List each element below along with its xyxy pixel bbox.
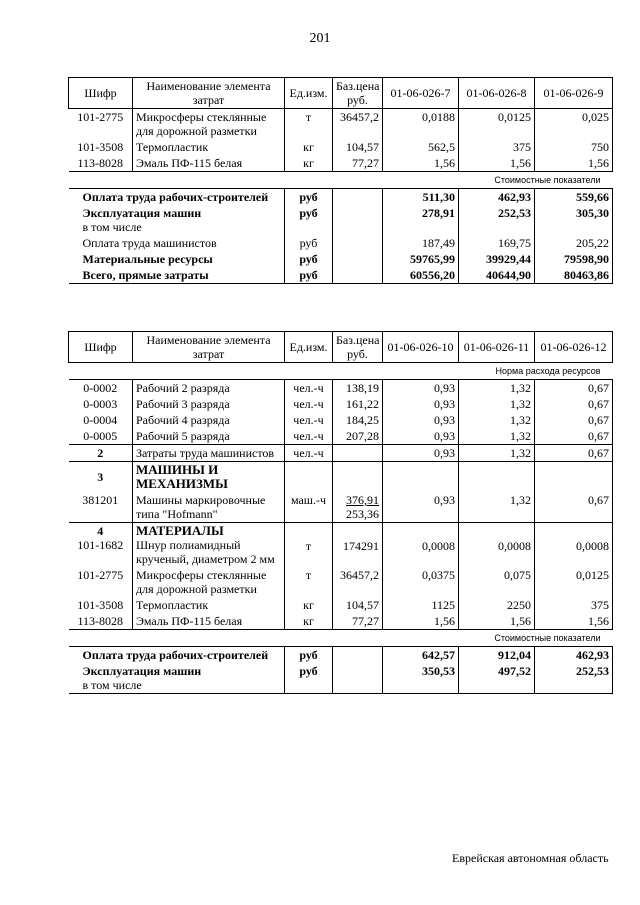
- value-cell: 0,025: [535, 109, 613, 140]
- cost-row: [69, 189, 613, 206]
- header-unit: Ед.изм.: [285, 78, 333, 109]
- value-cell: 2250: [459, 597, 535, 613]
- value-cell: 1,32: [459, 428, 535, 445]
- name-cell: Микросферы стеклянные для дорожной разметки: [133, 109, 285, 140]
- table-row: [69, 597, 613, 613]
- value-cell: [535, 462, 613, 493]
- price-cell: [333, 647, 383, 664]
- unit-cell: чел.-ч: [285, 412, 333, 428]
- value-cell: 60556,20: [383, 267, 459, 283]
- unit-cell: т: [285, 523, 333, 568]
- unit-cell: чел.-ч: [285, 445, 333, 462]
- unit-cell: чел.-ч: [285, 396, 333, 412]
- value-cell: 0,0008: [383, 523, 459, 568]
- name-cell: Затраты труда машинистов: [133, 445, 285, 462]
- header-col-3: 01-06-026-9: [535, 78, 613, 109]
- value-cell: 511,30: [383, 189, 459, 206]
- unit-cell: [285, 462, 333, 493]
- price-cell: 77,27: [333, 613, 383, 630]
- value-cell: 0,93: [383, 492, 459, 523]
- unit-cell: маш.-ч: [285, 492, 333, 523]
- price-cell: 77,27: [333, 155, 383, 172]
- header-col-2: 01-06-026-11: [459, 332, 535, 363]
- name-cell: Рабочий 3 разряда: [133, 396, 285, 412]
- cost-subtitle: в том числе: [82, 220, 142, 234]
- value-cell: 205,22: [535, 235, 613, 251]
- price-cell: [333, 267, 383, 283]
- cost-name-cell: [69, 251, 285, 267]
- value-cell: 0,93: [383, 380, 459, 397]
- table-row: [69, 109, 613, 140]
- header-code: Шифр: [69, 78, 133, 109]
- section-heading: МАТЕРИАЛЫ: [136, 523, 224, 538]
- unit-cell: руб: [285, 251, 333, 267]
- price-cell: [333, 445, 383, 462]
- value-cell: 0,0008: [459, 523, 535, 568]
- value-cell: 80463,86: [535, 267, 613, 283]
- value-cell: 375: [535, 597, 613, 613]
- value-cell: 350,53: [383, 663, 459, 693]
- value-cell: 559,66: [535, 189, 613, 206]
- unit-cell: руб: [285, 663, 333, 693]
- unit-cell: кг: [285, 597, 333, 613]
- unit-cell: руб: [285, 205, 333, 235]
- cost-subtitle: в том числе: [82, 678, 142, 692]
- resource-table-1: [68, 77, 613, 284]
- table-row: [69, 139, 613, 155]
- value-cell: 1,56: [535, 155, 613, 172]
- unit-cell: кг: [285, 155, 333, 172]
- code-cell: 101-3508: [77, 140, 124, 154]
- code-cell: 0-0002: [83, 381, 118, 395]
- value-cell: 562,5: [383, 139, 459, 155]
- value-cell: 40644,90: [459, 267, 535, 283]
- table-row: [69, 155, 613, 172]
- materials-heading-row: [69, 523, 613, 568]
- cost-name: Эксплуатация машин: [82, 206, 202, 220]
- code-cell: 2: [69, 445, 133, 462]
- value-cell: 1,32: [459, 492, 535, 523]
- value-cell: 0,0125: [535, 567, 613, 597]
- value-cell: 1,56: [383, 613, 459, 630]
- footer-region: Еврейская автономная область: [452, 851, 609, 865]
- code-cell: [69, 523, 133, 568]
- value-cell: [383, 462, 459, 493]
- table-row: [69, 396, 613, 412]
- value-cell: 1,56: [459, 613, 535, 630]
- table-row: [69, 567, 613, 597]
- table-row: [69, 613, 613, 630]
- price-main: 376,91: [346, 493, 379, 507]
- cost-row: [69, 663, 613, 693]
- price-cell: [333, 205, 383, 235]
- cost-row: [69, 235, 613, 251]
- table-row: [69, 412, 613, 428]
- cost-name-cell: [69, 663, 285, 693]
- header-name: Наименование элемента затрат: [133, 332, 285, 363]
- cost-name: Оплата труда машинистов: [82, 236, 217, 250]
- value-cell: 59765,99: [383, 251, 459, 267]
- unit-cell: т: [285, 109, 333, 140]
- unit-cell: руб: [285, 647, 333, 664]
- header-col-1: 01-06-026-10: [383, 332, 459, 363]
- name-cell: Термопластик: [133, 139, 285, 155]
- section-heading: МАШИНЫ И МЕХАНИЗМЫ: [133, 462, 285, 493]
- value-cell: 39929,44: [459, 251, 535, 267]
- table-header: [69, 332, 613, 363]
- value-cell: 0,0375: [383, 567, 459, 597]
- value-cell: 1,56: [383, 155, 459, 172]
- name-cell: Машины маркировочные типа "Hofmann": [133, 492, 285, 523]
- price-cell: [333, 462, 383, 493]
- section-row: [69, 363, 613, 380]
- unit-cell: т: [285, 567, 333, 597]
- name-cell: Эмаль ПФ-115 белая: [133, 155, 285, 172]
- header-col-1: 01-06-026-7: [383, 78, 459, 109]
- price-cell: 161,22: [333, 396, 383, 412]
- section-label: Стоимостные показатели: [69, 630, 613, 647]
- name-cell: Рабочий 4 разряда: [133, 412, 285, 428]
- name-cell: Рабочий 5 разряда: [133, 428, 285, 445]
- value-cell: 0,67: [535, 428, 613, 445]
- cost-name-cell: [69, 267, 285, 283]
- row-code: 101-1682: [77, 538, 124, 552]
- header-price: Баз.цена руб.: [333, 332, 383, 363]
- name-cell: Микросферы стеклянные для дорожной разметки: [133, 567, 285, 597]
- unit-cell: чел.-ч: [285, 380, 333, 397]
- value-cell: 0,67: [535, 445, 613, 462]
- name-cell: Термопластик: [133, 597, 285, 613]
- value-cell: [459, 462, 535, 493]
- cost-name: Оплата труда рабочих-строителей: [82, 648, 269, 662]
- page-number: 201: [309, 31, 331, 46]
- cost-name-cell: [69, 205, 285, 235]
- value-cell: 0,93: [383, 445, 459, 462]
- section-label: Норма расхода ресурсов: [69, 363, 613, 380]
- value-cell: 750: [535, 139, 613, 155]
- unit-cell: кг: [285, 613, 333, 630]
- price-cell: 36457,2: [333, 567, 383, 597]
- price-cell: 174291: [333, 523, 383, 568]
- unit-cell: руб: [285, 235, 333, 251]
- section-row: [69, 630, 613, 647]
- code-cell: 101-3508: [77, 598, 124, 612]
- cost-name-cell: [69, 647, 285, 664]
- value-cell: 0,93: [383, 396, 459, 412]
- code-cell: 0-0004: [83, 413, 118, 427]
- price-cell: [333, 251, 383, 267]
- name-cell: [133, 523, 285, 568]
- unit-cell: чел.-ч: [285, 428, 333, 445]
- value-cell: 0,075: [459, 567, 535, 597]
- price-alt: 253,36: [346, 507, 379, 521]
- value-cell: 1,32: [459, 380, 535, 397]
- cost-name-cell: [69, 235, 285, 251]
- header-col-3: 01-06-026-12: [535, 332, 613, 363]
- value-cell: 375: [459, 139, 535, 155]
- price-cell: 138,19: [333, 380, 383, 397]
- price-cell: [333, 663, 383, 693]
- code-cell: 3: [69, 462, 133, 493]
- code-cell: 113-8028: [77, 614, 124, 628]
- price-cell: [333, 492, 383, 523]
- value-cell: 462,93: [459, 189, 535, 206]
- value-cell: 0,67: [535, 492, 613, 523]
- unit-cell: руб: [285, 267, 333, 283]
- price-cell: [333, 235, 383, 251]
- value-cell: 912,04: [459, 647, 535, 664]
- section-label: Стоимостные показатели: [69, 172, 613, 189]
- price-cell: 207,28: [333, 428, 383, 445]
- price-cell: 184,25: [333, 412, 383, 428]
- table-row: [69, 492, 613, 523]
- value-cell: 79598,90: [535, 251, 613, 267]
- header-unit: Ед.изм.: [285, 332, 333, 363]
- code-cell: 113-8028: [77, 156, 124, 170]
- unit-cell: кг: [285, 139, 333, 155]
- value-cell: 278,91: [383, 205, 459, 235]
- cost-name: Эксплуатация машин: [82, 664, 202, 678]
- table-row: [69, 380, 613, 397]
- value-cell: 305,30: [535, 205, 613, 235]
- code-cell: 0-0005: [83, 429, 118, 443]
- value-cell: 0,93: [383, 428, 459, 445]
- cost-row: [69, 251, 613, 267]
- unit-cell: руб: [285, 189, 333, 206]
- cost-row: [69, 267, 613, 283]
- value-cell: 1,56: [535, 613, 613, 630]
- value-cell: 1,56: [459, 155, 535, 172]
- price-cell: 104,57: [333, 139, 383, 155]
- cost-name: Оплата труда рабочих-строителей: [82, 190, 269, 204]
- row-name: Шнур полиамидный крученый, диаметром 2 мм: [136, 538, 275, 566]
- resource-table-2: [68, 331, 613, 694]
- code-cell: 0-0003: [83, 397, 118, 411]
- section-row: [69, 172, 613, 189]
- price-cell: 36457,2: [333, 109, 383, 140]
- labor-total-row: [69, 445, 613, 462]
- cost-row: [69, 205, 613, 235]
- header-code: Шифр: [69, 332, 133, 363]
- name-cell: Рабочий 2 разряда: [133, 380, 285, 397]
- value-cell: 462,93: [535, 647, 613, 664]
- value-cell: 252,53: [535, 663, 613, 693]
- value-cell: 497,52: [459, 663, 535, 693]
- table-row: [69, 428, 613, 445]
- header-col-2: 01-06-026-8: [459, 78, 535, 109]
- value-cell: 0,67: [535, 380, 613, 397]
- code-cell: 101-2775: [77, 568, 124, 582]
- cost-name-cell: [69, 189, 285, 206]
- header-price: Баз.цена руб.: [333, 78, 383, 109]
- value-cell: 0,93: [383, 412, 459, 428]
- value-cell: 0,67: [535, 396, 613, 412]
- name-cell: Эмаль ПФ-115 белая: [133, 613, 285, 630]
- code-cell: 101-2775: [69, 109, 133, 140]
- value-cell: 252,53: [459, 205, 535, 235]
- value-cell: 0,0008: [535, 523, 613, 568]
- price-cell: 104,57: [333, 597, 383, 613]
- value-cell: 0,0125: [459, 109, 535, 140]
- value-cell: 642,57: [383, 647, 459, 664]
- value-cell: 1125: [383, 597, 459, 613]
- cost-name: Всего, прямые затраты: [82, 268, 209, 282]
- code-cell: 381201: [82, 493, 119, 507]
- header-name: Наименование элемента затрат: [133, 78, 285, 109]
- value-cell: 169,75: [459, 235, 535, 251]
- section-code: 4: [97, 524, 104, 538]
- cost-name: Материальные ресурсы: [82, 252, 213, 266]
- value-cell: 1,32: [459, 445, 535, 462]
- value-cell: 1,32: [459, 396, 535, 412]
- cost-row: [69, 647, 613, 664]
- value-cell: 1,32: [459, 412, 535, 428]
- value-cell: 0,67: [535, 412, 613, 428]
- table-header: [69, 78, 613, 109]
- price-cell: [333, 189, 383, 206]
- value-cell: 187,49: [383, 235, 459, 251]
- machines-heading-row: [69, 462, 613, 493]
- value-cell: 0,0188: [383, 109, 459, 140]
